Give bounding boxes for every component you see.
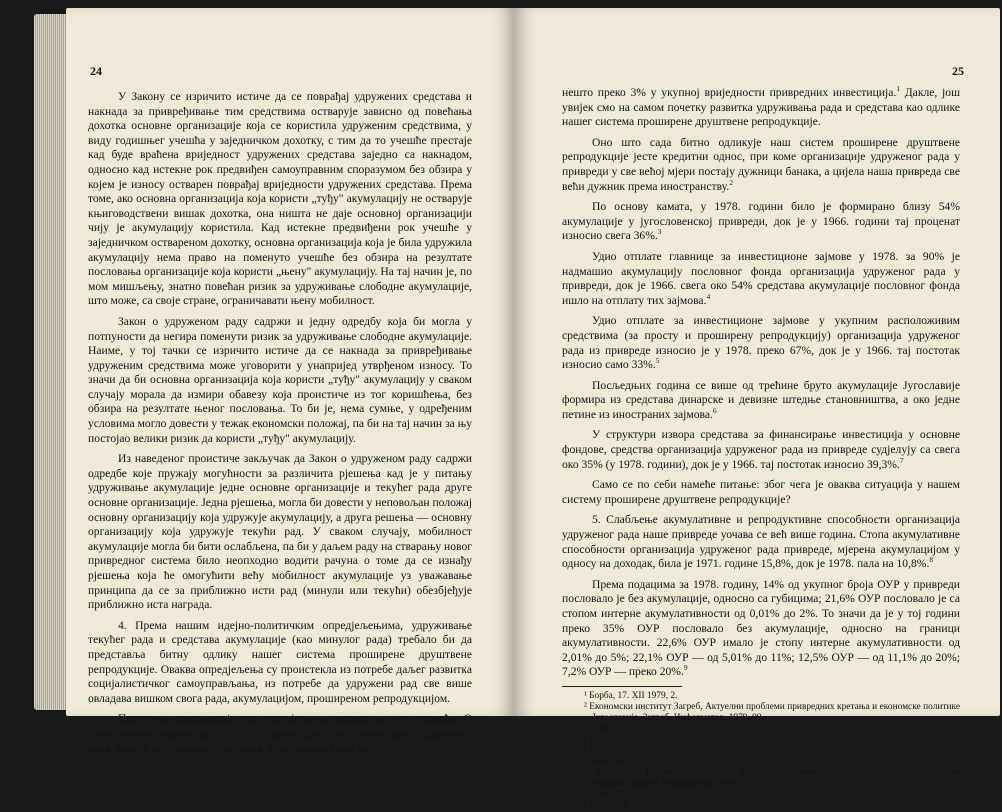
paragraph: Закон о удруженом раду садржи и једну одредбу која би могла у потпуности да негира поменути ризик за удруживање слободне акумулације. Наиме, у тој тачки се изричито истиче да се накнада за привређивање удруженим средствима може уговорити у унапријед утврђеном износу. То значи да би основна организација која користи „туђу" акумулацију у сваком случају морала да измири обавезу која проистиче из тог коришћења, без обзира на резултате њеног пословања. То би је, нема сумње, у одређеним условима могло довести у тежак економски положај, па би на тај начин за њу постојао велики ризик да користи „туђу" акумулацију. xyxy=(88,314,472,445)
paragraph: Из наведеног проистиче закључак да Закон о удруженом раду садржи одредбе које пружају могућности за различита рјешења кад је у питању удруживање акумулације једне основне организације и текућег рада друге основне организације. Једна рјешења, могла би довести у неповољан положај основну организацију која удружује акумулацију, а друга решења — основну организацију која удружује текући рад. У сваком случају, мобилност акумулације могла би бити ослабљена, па би у даљем раду на стварању новог привредног система било неопходно водити рачуна о томе да се изнађу рјешења која ће омогућити већу мобилност акумулације уз уважавање принципа да се за приближно исти рад (минули или текући) обезбјеђује приближно иста награда. xyxy=(88,452,472,612)
paragraph-text: нешто преко 3% у укупној вриједности привредних инвестиција. xyxy=(562,86,897,99)
footnote-marker: 5 xyxy=(655,356,660,366)
paragraph-text: Посљедњих година се више од трећине бруто акумулације Југославије формира из средстава динарске и девизне штедње становништва, а око једне петине из иностраних зајмова. xyxy=(562,378,960,421)
paragraph xyxy=(562,428,960,472)
paragraph-text: По основу камата, у 1978. години било је формирано близу 54% акумулације у југословенској привреди, док је у 1966. години тај проценат износио свега 36%. xyxy=(562,200,960,243)
footnote-marker: 6 xyxy=(712,406,717,416)
paragraph xyxy=(562,136,960,194)
page-number: 24 xyxy=(90,64,102,78)
paragraph: У Закону се изричито истиче да се поврађај удружених средстава и накнада за привређивање тим средствима остварује зависно од повећања дохотка основне организације која се користила удруженим средствима, у виду годишњег учешћа у заједничком дохотку, с тим да то учешће престаје кад буде враћена вриједност удружених средстава заједно са накнадом, односно кад истекне рок предвиђен самоуправним споразумом без обзира у којем је износу остварен поврађај вриједности удружених средстава. Према томе, ако основна организација која користи „туђу" акумулацију не остварује књиговодствени вишак дохотка, она ништа не даје основној организацији чију је акумулацију користила. Кад истекне предвиђени рок учешће у заједничком оствареном дохотку, основна организација која је била удружила акумулацију нема право на поменуто учешће без обзира на резултате пословања организације која користи „њену" акумулацију. На тај начин је, по мом мишљењу, знатно повећан ризик за удруживање слободне акумулације, што може, са своје стране, ограничавати њену мобилност. xyxy=(88,90,472,308)
footnote-marker: 3 xyxy=(657,227,662,237)
paragraph-text: Дакле, још увијек смо на самом почетку развитка удруживања рада и средстава као одлике нашег система проширене друштвене репродукције. xyxy=(562,86,961,129)
footnote-marker: 1 xyxy=(896,84,901,94)
body-text xyxy=(88,90,472,762)
body-text xyxy=(562,86,960,812)
footnote: ⁹ Исто, 104. xyxy=(584,800,631,811)
paragraph xyxy=(562,314,960,372)
paragraph xyxy=(562,478,960,507)
footnote: ² Економски институт Загреб, Актуелни проблеми привредних кретања и економске политике Југославије, Загреб, Информатор, 1979, 99. xyxy=(584,701,960,723)
paragraph xyxy=(562,86,960,130)
footnote-marker: 9 xyxy=(683,663,688,673)
footnote-rule xyxy=(562,686,682,687)
footnote: ¹ Борба, 17. XII 1979, 2. xyxy=(584,690,678,701)
footnote: ⁶ Исто, 101. xyxy=(584,756,631,767)
footnote: ⁵ Исто, 103. xyxy=(584,745,631,756)
paragraph xyxy=(562,578,960,680)
footnote-marker: 4 xyxy=(706,291,711,301)
left-page xyxy=(66,8,514,755)
footnote-marker: 2 xyxy=(729,177,733,187)
paragraph-text: У структури извора средстава за финансирање инвестиција у основне фондове, средства организација удруженог рада из привреде судјелују са свега око 35% (у 1978. години), док је у 1966. тај постотак износио 39,3%. xyxy=(562,428,960,471)
paragraph-text: 5. Слабљење акумулативне и репродуктивне способности организација удруженог рада наше привреде уочава се већ више година. Стопа акумулативне способности организација удруженог рада привреде, мјерена акумулацијом у односу на доходак, била је 1971. године 15,8%, док је 1978. пала на 10,8%. xyxy=(562,513,960,571)
page-edges xyxy=(34,14,68,710)
paragraph-text: Удио отплате главнице за инвестиционе зајмове у 1978. за 90% је надмашио акумулацију пословног фонда организација удруженог рада у привреди, док је 1966. свега око 54% средстава акумулације пословног фонда ишло на отплату тих зајмова. xyxy=(562,249,960,307)
footnote: ³ Исто, 103. xyxy=(584,723,630,734)
paragraph: 4. Према нашим идејно-политичким опредјељењима, удруживање текућег рада и средстава акумулације (као минулог рада) требало би да представља битну одлику нашег система проширене друштвене репродукције. Оваква опредјељења су проистекла из потребе даљег развитка социјалистичког самоуправљања, из потребе да удружени рад све више овладава вишком свога рада, акумулацијом, проширеном репродукцијом. xyxy=(88,618,472,705)
footnotes xyxy=(562,691,960,812)
right-page xyxy=(514,8,1000,811)
footnote-marker: 7 xyxy=(899,455,904,465)
paragraph xyxy=(562,200,960,244)
paragraph xyxy=(562,379,960,423)
paragraphs xyxy=(562,86,960,680)
paragraph: Практична реализација тих опредјељења наилази на низ тешкоћа. О томе говори податак да су 1979. године средства организација удруженог рада, која су добровољно удружена, учествовала само са xyxy=(88,712,472,755)
page-number: 25 xyxy=(952,64,964,78)
paragraph-text: Само се по себи намеће питање: због чега је оваква ситуација у нашем систему проширене друштвене репродукције? xyxy=(562,478,960,506)
paragraph-text: Удио отплате за инвестиционе зајмове у укупним расположивим средствима (за просту и проширену репродукцију) организација удруженог рада из привреде износио је у 1978. преко 67%, док је у 1966. тај постотак износио само 33%. xyxy=(562,314,960,372)
footnote: ⁷ Исто, 101. Економски институт Загреб, Проблеми провођења друштвено-економске реформе, Загреб, Информатор, 1969, 23. xyxy=(584,767,960,789)
footnote-marker: 8 xyxy=(929,555,934,565)
paragraph-text: Оно што сада битно одликује наш систем проширене друштвене репродукције јесте кредитни однос, при коме организације удруженог рада у привреди у све већој мјери постају дужници банака, а цијела наша привреда све већи дужник према иностранству. xyxy=(562,135,960,193)
paragraph xyxy=(562,513,960,571)
footnote: ⁸ Исто, 87. xyxy=(584,789,626,800)
footnote: ⁴ Исто, 103. xyxy=(584,734,631,745)
paragraph xyxy=(562,250,960,308)
paragraph-text: Према подацима за 1978. годину, 14% од укупног броја ОУР у привреди пословало је без акумулације, односно са губицима; 21,6% ОУР пословало је са стопом интерне акумулативности од 0,01% до 2%. То значи да је у тој години преко 35% ОУР пословало без акумулације, односно на граници акумулативности. 22,6% ОУР имало је стопу интерне акумулативности од 2,01% до 5%; 22,1% ОУР — од 5,01% до 11%; 12,5% ОУР — од 11,1% до 20%; 7,2% ОУР — преко 20%. xyxy=(562,577,960,679)
